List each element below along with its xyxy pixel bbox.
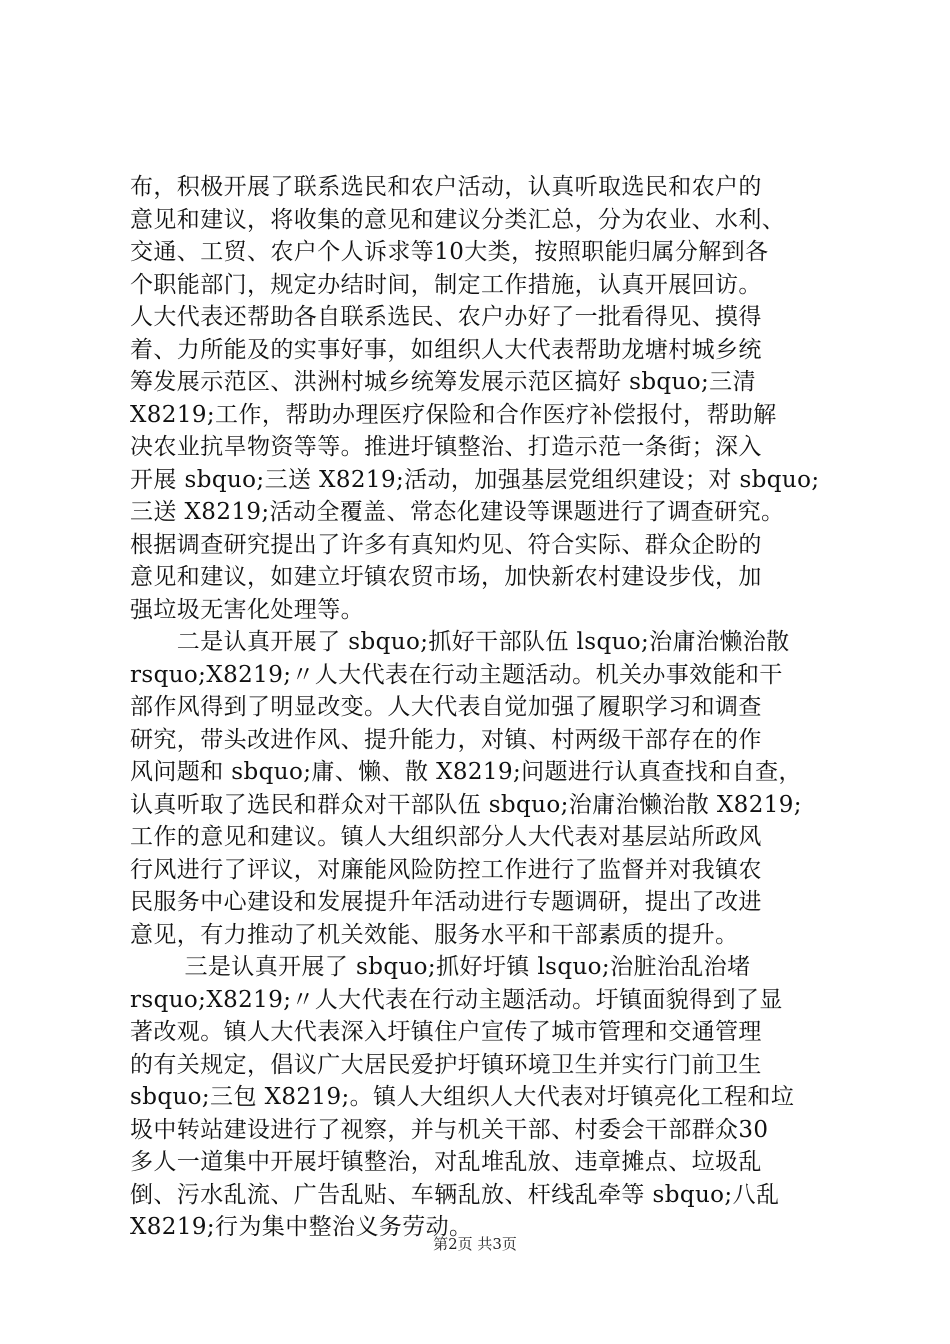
text-line: 行风进行了评议，对廉能风险防控工作进行了监督并对我镇农 (130, 856, 762, 883)
text-line: 意见，有力推动了机关效能、服务水平和干部素质的提升。 (130, 921, 739, 948)
text-line: 着、力所能及的实事好事，如组织人大代表帮助龙塘村城乡统 (130, 336, 762, 363)
text-line: sbquo;三包 X8219;。镇人大组织人大代表对圩镇亮化工程和垃 (130, 1084, 795, 1110)
text-line: 部作风得到了明显改变。人大代表自觉加强了履职学习和调查 (130, 694, 762, 720)
text-line: 三是认真开展了 sbquo;抓好圩镇 lsquo;治脏治乱治堵 (130, 954, 751, 980)
text-line: rsquo;X8219;〃人大代表在行动主题活动。机关办事效能和干 (130, 661, 783, 688)
text-line: 意见和建议，如建立圩镇农贸市场，加快新农村建设步伐，加 (130, 564, 762, 590)
text-line: 筹发展示范区、洪洲村城乡统筹发展示范区搞好 sbquo;三清 (130, 369, 756, 395)
text-line: 决农业抗旱物资等等。推进圩镇整治、打造示范一条街；深入 (130, 434, 762, 460)
text-line: 根据调查研究提出了许多有真知灼见、符合实际、群众企盼的 (130, 531, 762, 558)
text-line: X8219;工作，帮助办理医疗保险和合作医疗补偿报付，帮助解 (130, 401, 777, 428)
text-line: 研究，带头改进作风、提升能力，对镇、村两级干部存在的作 (130, 726, 762, 753)
text-line: 交通、工贸、农户个人诉求等10大类，按照职能归属分解到各 (130, 239, 769, 265)
text-line: 人大代表还帮助各自联系选民、农户办好了一批看得见、摸得 (130, 304, 762, 330)
text-line: 多人一道集中开展圩镇整治，对乱堆乱放、违章摊点、垃圾乱 (130, 1149, 762, 1175)
page-footer: 第2页 共3页 (433, 1235, 517, 1253)
text-line: 强垃圾无害化处理等。 (130, 596, 364, 623)
text-line: 二是认真开展了 sbquo;抓好干部队伍 lsquo;治庸治懒治散 (130, 629, 790, 655)
body-text (130, 171, 830, 1244)
text-line: 个职能部门，规定办结时间，制定工作措施，认真开展回访。 (130, 271, 762, 298)
text-line: 民服务中心建设和发展提升年活动进行专题调研，提出了改进 (130, 889, 762, 915)
text-line: 三送 X8219;活动全覆盖、常态化建设等课题进行了调查研究。 (130, 499, 785, 525)
text-line: 工作的意见和建议。镇人大组织部分人大代表对基层站所政风 (130, 824, 762, 850)
text-line: 著改观。镇人大代表深入圩镇住户宣传了城市管理和交通管理 (130, 1019, 762, 1045)
text-line: 圾中转站建设进行了视察，并与机关干部、村委会干部群众30 (130, 1116, 769, 1143)
text-line: 布，积极开展了联系选民和农户活动，认真听取选民和农户的 (130, 174, 762, 200)
text-line: X8219;行为集中整治义务劳动。 (130, 1214, 473, 1240)
text-line: 认真听取了选民和群众对干部队伍 sbquo;治庸治懒治散 X8219; (130, 791, 802, 818)
text-line: rsquo;X8219;〃人大代表在行动主题活动。圩镇面貌得到了显 (130, 986, 783, 1013)
text-line: 倒、污水乱流、广告乱贴、车辆乱放、杆线乱牵等 sbquo;八乱 (130, 1181, 780, 1208)
text-line: 意见和建议，将收集的意见和建议分类汇总，分为农业、水利、 (130, 206, 786, 233)
text-line: 开展 sbquo;三送 X8219;活动，加强基层党组织建设；对 sbquo; (130, 466, 820, 493)
text-line: 风问题和 sbquo;庸、懒、散 X8219;问题进行认真查找和自查， (130, 759, 802, 785)
text-line: 的有关规定，倡议广大居民爱护圩镇环境卫生并实行门前卫生 (130, 1051, 762, 1078)
